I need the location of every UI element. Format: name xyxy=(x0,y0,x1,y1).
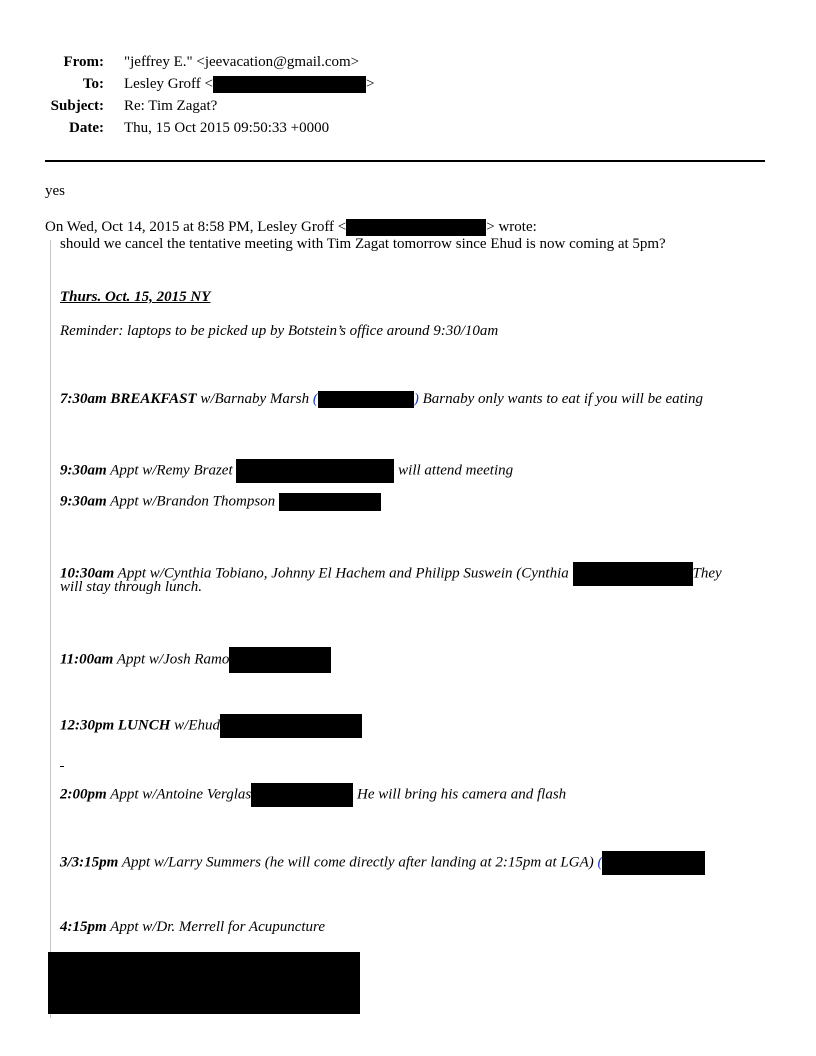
item-text: Appt w/Brandon Thompson xyxy=(110,493,276,510)
redaction xyxy=(220,714,362,738)
redaction xyxy=(346,219,486,236)
item-note: will attend meeting xyxy=(398,462,514,479)
redaction xyxy=(318,391,414,408)
item-text: Appt w/Remy Brazet xyxy=(110,462,233,479)
item-text: Appt w/Josh Ramo xyxy=(116,651,230,668)
schedule-reminder: Reminder: laptops to be picked up by Botstein’s office around 9:30/10am xyxy=(60,323,499,339)
item-note: Barnaby only wants to eat if you will be eating xyxy=(422,391,703,407)
date-value: Thu, 15 Oct 2015 09:50:33 +0000 xyxy=(124,120,330,136)
item-text: w/Ehud xyxy=(174,717,221,734)
item-paren: ( xyxy=(597,854,603,871)
header-divider xyxy=(45,160,765,162)
schedule-item xyxy=(60,714,362,738)
quote-intro-suffix: > wrote: xyxy=(486,219,537,235)
item-note: He will bring his camera and flash xyxy=(357,786,567,803)
item-text: Appt w/Cynthia Tobiano, Johnny El Hachem and Philipp Suswein ( xyxy=(117,565,522,582)
from-label: From: xyxy=(63,54,104,70)
item-time: 11:00am xyxy=(60,651,114,668)
schedule-item xyxy=(60,851,705,875)
item-paren: ( xyxy=(312,391,318,407)
item-text: Appt w/Dr. Merrell for Acupuncture xyxy=(110,919,325,935)
item-time: 9:30am xyxy=(60,493,107,510)
item-text: Appt w/Antoine Verglas xyxy=(110,786,252,803)
subject-label: Subject: xyxy=(50,98,104,114)
from-value: "jeffrey E." <jeevacation@gmail.com> xyxy=(124,54,360,70)
item-time: 4:15pm xyxy=(60,919,107,935)
to-label: To: xyxy=(82,76,104,92)
item-note: They xyxy=(692,565,722,582)
redaction xyxy=(251,783,353,807)
item-time: 10:30am xyxy=(60,565,115,582)
redaction xyxy=(279,493,381,511)
quote-bar xyxy=(50,240,51,1018)
item-time: 3/3:15pm xyxy=(60,854,119,871)
redaction xyxy=(236,459,394,483)
item-text: Appt w/Larry Summers (he will come directly after landing at 2:15pm at LGA) xyxy=(121,854,594,871)
quote-intro-text: On Wed, Oct 14, 2015 at 8:58 PM, Lesley Groff < xyxy=(45,219,347,235)
quote-intro xyxy=(45,219,537,236)
to-suffix: > xyxy=(366,76,375,92)
schedule-item xyxy=(60,391,703,408)
schedule-item-continued: will stay through lunch. xyxy=(60,579,202,595)
schedule-item xyxy=(60,493,381,511)
item-time: 2:00pm xyxy=(60,786,107,803)
subject-value: Re: Tim Zagat? xyxy=(124,98,218,114)
redaction xyxy=(229,647,331,673)
date-label: Date: xyxy=(69,120,104,136)
schedule-date-heading: Thurs. Oct. 15, 2015 NY xyxy=(60,289,211,305)
item-text: w/Barnaby Marsh xyxy=(200,391,310,407)
schedule-item xyxy=(60,783,566,807)
schedule-item xyxy=(60,647,331,673)
quoted-message: should we cancel the tentative meeting with Tim Zagat tomorrow since Ehud is now coming at 5pm? xyxy=(60,236,666,252)
reply-text: yes xyxy=(45,183,65,199)
redaction xyxy=(602,851,705,875)
item-time: 12:30pm LUNCH xyxy=(60,717,171,734)
to-value xyxy=(124,76,374,93)
schedule-item xyxy=(60,459,513,483)
item-time: 9:30am xyxy=(60,462,107,479)
item-paren: ) xyxy=(413,391,419,407)
redaction-block xyxy=(48,952,360,1014)
redaction xyxy=(213,76,366,93)
item-time: 7:30am BREAKFAST xyxy=(60,391,197,407)
schedule-item xyxy=(60,919,325,936)
item-text: Cynthia xyxy=(521,565,569,582)
redaction xyxy=(573,562,693,586)
stray-mark xyxy=(60,766,64,767)
to-name: Lesley Groff < xyxy=(124,76,213,92)
